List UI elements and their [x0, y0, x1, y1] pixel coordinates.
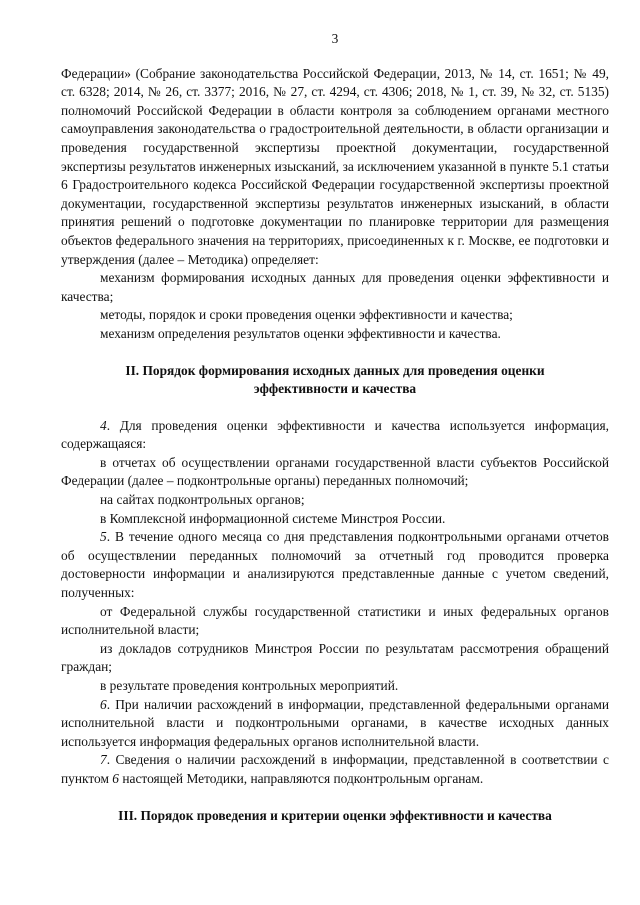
paragraph-6-text: . При наличии расхождений в информации, представленной федеральными органами исполнительной власти и подконтрольными органами, в качестве исходных данных используется информация федеральных органов исполнительной власти.: [61, 696, 609, 749]
paragraph-7: [61, 751, 609, 788]
paragraph-4-item-3: в Комплексной информационной системе Минстроя России.: [100, 510, 446, 526]
paragraph-7-reference: 6: [112, 770, 119, 786]
section-2-heading: II. Порядок формирования исходных данных для проведения оценки эффективности и качества: [125, 362, 545, 397]
paragraph-5-item-2: из докладов сотрудников Минстроя России по результатам рассмотрения обращений граждан;: [61, 640, 609, 675]
paragraph-4-number: 4: [100, 417, 107, 433]
paragraph-7-number: 7: [100, 752, 107, 768]
paragraph-6: [61, 696, 609, 752]
paragraph-5: [61, 528, 609, 602]
paragraph-4-item-2: на сайтах подконтрольных органов;: [100, 492, 305, 508]
paragraph-6-number: 6: [100, 696, 107, 712]
defines-item-2: методы, порядок и сроки проведения оценки эффективности и качества;: [100, 307, 513, 323]
defines-item-3: механизм определения результатов оценки эффективности и качества.: [100, 325, 501, 341]
defines-item-1: механизм формирования исходных данных для проведения оценки эффективности и качества;: [61, 270, 609, 304]
section-3-heading: III. Порядок проведения и критерии оценки эффективности и качества: [118, 807, 552, 823]
paragraph-4-item-1: в отчетах об осуществлении органами государственной власти субъектов Российской Федерации (далее – подконтрольные органы) переданных полномочий;: [61, 454, 609, 489]
paragraph-5-item-1: от Федеральной службы государственной статистики и иных федеральных органов исполнительной власти;: [61, 603, 609, 638]
paragraph-7-text-after: настоящей Методики, направляются подконтрольным органам.: [119, 770, 484, 786]
paragraph-5-number: 5: [100, 529, 107, 545]
paragraph-5-text: . В течение одного месяца со дня представления подконтрольными органами отчетов об осуществлении переданных полномочий за отчетный год проводится проверка достоверности информации и анализируются представленные данные с учетом сведений, полученных:: [61, 529, 609, 601]
paragraph-4: [61, 417, 609, 454]
intro-paragraph: Федерации» (Собрание законодательства Российской Федерации, 2013, № 14, ст. 1651; № 49, ст. 6328; 2014, № 26, ст. 3377; 2016, № 27, ст. 4294, ст. 4306; 2018, № 1, ст. 39, № 32, ст. 5135) полномочий Российской Федерации в области контроля за соблюдением органами местного самоуправления законодательства о градостроительной деятельности, в области организации и проведения государственной экспертизы проектной документации, государственной экспертизы результатов инженерных изысканий, за исключением указанной в пункте 5.1 статьи 6 Градостроительного кодекса Российской Федерации государственной экспертизы проектной документации, государственной экспертизы результатов инженерных изысканий, в области принятия решений о подготовке документации по планировке территории для размещения объектов федерального значения на территориях, присоединенных к г. Москве, ее подготовки и утверждения (далее – Методика) определяет:: [61, 65, 609, 267]
document-page: [61, 30, 609, 843]
paragraph-7-text-before: . Сведения о наличии расхождений в информации, представленной в соответствии с пунктом: [61, 752, 609, 786]
paragraph-4-text: . Для проведения оценки эффективности и качества используется информация, содержащаяся:: [61, 417, 609, 452]
page-number: 3: [331, 31, 339, 46]
paragraph-5-item-3: в результате проведения контрольных мероприятий.: [100, 678, 399, 693]
